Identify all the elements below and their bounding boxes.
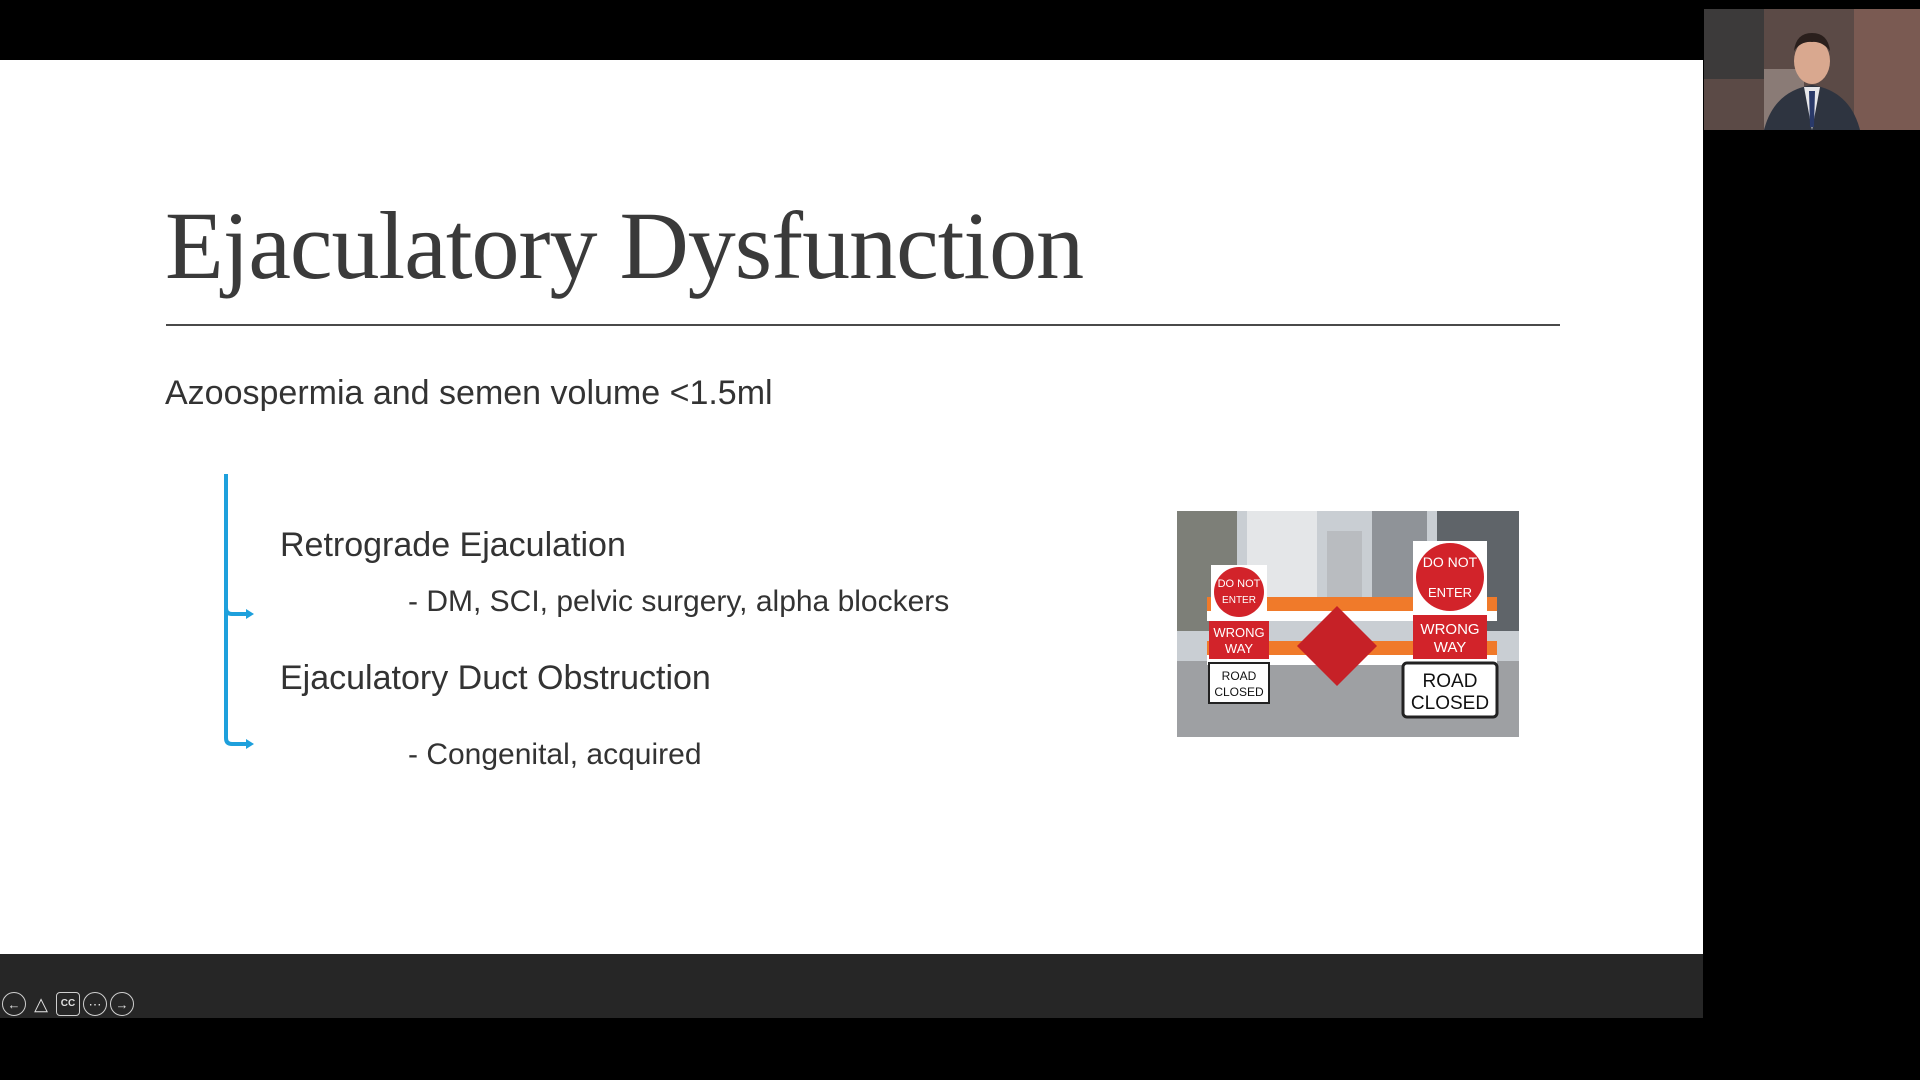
- bracket-connector-icon: [215, 472, 255, 752]
- presenter-webcam-video: [1704, 9, 1920, 130]
- title-divider: [166, 324, 1560, 326]
- sign-text: WAY: [1224, 641, 1254, 656]
- pen-icon[interactable]: △: [34, 994, 48, 1014]
- sign-text: ENTER: [1427, 585, 1473, 600]
- previous-slide-icon[interactable]: ←: [2, 992, 26, 1016]
- list-item-detail: - DM, SCI, pelvic surgery, alpha blockers: [408, 585, 950, 618]
- presenter-toolbar: [0, 954, 1703, 1018]
- slide-canvas: [0, 60, 1703, 954]
- slideshow-controls: [2, 992, 134, 1016]
- sign-text: WRONG: [1420, 621, 1480, 638]
- sign-text: CLOSED: [1410, 693, 1490, 714]
- sign-text: ROAD: [1221, 669, 1257, 683]
- sign-text: WAY: [1433, 639, 1467, 656]
- more-options-icon[interactable]: ⋯: [83, 992, 107, 1016]
- list-item-ejaculatory-duct-obstruction: Ejaculatory Duct Obstruction: [280, 659, 711, 697]
- sign-text: ROAD: [1422, 671, 1478, 692]
- sign-text: WRONG: [1213, 625, 1265, 640]
- slide-subtitle: Azoospermia and semen volume <1.5ml: [165, 374, 773, 412]
- sign-text: DO NOT: [1217, 578, 1261, 590]
- captions-icon[interactable]: CC: [56, 992, 80, 1016]
- sign-text: ENTER: [1222, 595, 1256, 606]
- road-closed-signs-photo: [1177, 511, 1519, 737]
- sign-text: DO NOT: [1422, 554, 1478, 570]
- list-item-detail: - Congenital, acquired: [408, 738, 702, 771]
- list-item-retrograde-ejaculation: Retrograde Ejaculation: [280, 526, 626, 564]
- sign-text: CLOSED: [1214, 685, 1264, 699]
- next-slide-icon[interactable]: →: [110, 992, 134, 1016]
- slide-title: Ejaculatory Dysfunction: [165, 192, 1084, 299]
